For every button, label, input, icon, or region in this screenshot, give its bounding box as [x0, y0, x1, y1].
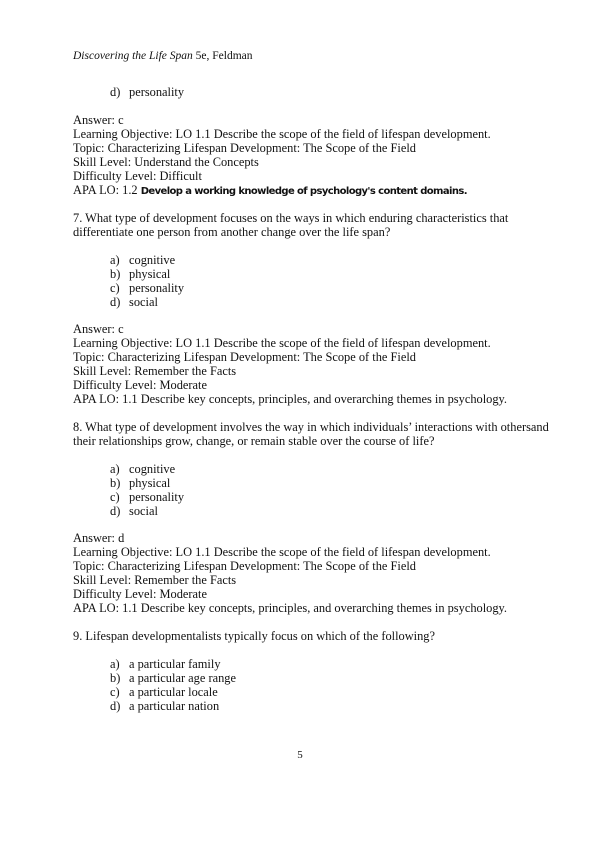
answer-line: Answer: d	[73, 531, 125, 545]
option-letter: c)	[110, 685, 120, 699]
option-item	[110, 490, 184, 504]
option-text: personality	[129, 281, 185, 295]
stem-line: 7. What type of development focuses on the ways in which enduring characteristics that	[73, 211, 509, 225]
q7-meta	[73, 322, 553, 406]
option-letter: c)	[110, 281, 120, 295]
option-text: a particular nation	[129, 699, 220, 713]
q6-options	[110, 85, 184, 99]
option-item	[110, 281, 184, 295]
option-text: personality	[129, 85, 185, 99]
running-header	[73, 49, 253, 63]
option-text: a particular family	[129, 657, 221, 671]
option-letter: b)	[110, 671, 121, 685]
option-letter: d)	[110, 699, 121, 713]
option-item	[110, 685, 236, 699]
q6-meta	[73, 113, 553, 197]
difficulty-line: Difficulty Level: Moderate	[73, 378, 207, 392]
topic-line: Topic: Characterizing Lifespan Development: The Scope of the Field	[73, 350, 416, 364]
option-item	[110, 85, 184, 99]
stem-line: their relationships grow, change, or remain stable over the course of life?	[73, 434, 435, 448]
option-text: physical	[129, 267, 171, 281]
page-number: 5	[297, 749, 303, 761]
option-item	[110, 295, 184, 309]
option-text: physical	[129, 476, 171, 490]
header-edition-author: 5e, Feldman	[192, 50, 253, 62]
option-item	[110, 671, 236, 685]
skill-line: Skill Level: Remember the Facts	[73, 364, 237, 378]
objective-line: Learning Objective: LO 1.1 Describe the scope of the field of lifespan development.	[73, 545, 491, 559]
option-letter: a)	[110, 462, 120, 476]
apa-line	[73, 183, 553, 197]
q9-stem	[73, 629, 553, 643]
answer-line: Answer: c	[73, 322, 124, 336]
option-letter: b)	[110, 267, 121, 281]
option-letter: b)	[110, 476, 121, 490]
stem-line: 9. Lifespan developmentalists typically focus on which of the following?	[73, 629, 435, 643]
q8-meta	[73, 531, 553, 615]
skill-line: Skill Level: Remember the Facts	[73, 573, 237, 587]
option-letter: d)	[110, 295, 121, 309]
option-text: personality	[129, 490, 185, 504]
option-text: a particular locale	[129, 685, 218, 699]
option-item	[110, 504, 184, 518]
skill-line: Skill Level: Understand the Concepts	[73, 155, 259, 169]
topic-line: Topic: Characterizing Lifespan Development: The Scope of the Field	[73, 559, 416, 573]
option-item	[110, 462, 184, 476]
option-text: cognitive	[129, 253, 176, 267]
q8-options	[110, 462, 184, 518]
topic-line: Topic: Characterizing Lifespan Development: The Scope of the Field	[73, 141, 416, 155]
apa-line: APA LO: 1.1 Describe key concepts, principles, and overarching themes in psychology.	[73, 392, 508, 406]
q9-options	[110, 657, 236, 713]
difficulty-line: Difficulty Level: Difficult	[73, 169, 202, 183]
option-letter: c)	[110, 490, 120, 504]
q7-stem	[73, 211, 553, 239]
option-letter: a)	[110, 253, 120, 267]
option-item	[110, 657, 236, 671]
q8-stem	[73, 420, 553, 448]
option-item	[110, 699, 236, 713]
header-book-title: Discovering the Life Span	[73, 50, 193, 62]
apa-bold-text: Develop a working knowledge of psychology's content domains.	[140, 186, 467, 197]
option-item	[110, 253, 184, 267]
option-letter: a)	[110, 657, 120, 671]
answer-line: Answer: c	[73, 113, 124, 127]
objective-line: Learning Objective: LO 1.1 Describe the scope of the field of lifespan development.	[73, 127, 491, 141]
apa-prefix: APA LO: 1.2	[73, 183, 141, 197]
option-text: social	[129, 295, 158, 309]
option-letter: d)	[110, 504, 121, 518]
stem-line: 8. What type of development involves the way in which individuals’ interactions with othersand	[73, 420, 549, 434]
apa-line: APA LO: 1.1 Describe key concepts, principles, and overarching themes in psychology.	[73, 601, 508, 615]
option-text: social	[129, 504, 158, 518]
option-letter: d)	[110, 85, 121, 99]
option-text: a particular age range	[129, 671, 236, 685]
stem-line: differentiate one person from another change over the life span?	[73, 225, 391, 239]
difficulty-line: Difficulty Level: Moderate	[73, 587, 207, 601]
q7-options	[110, 253, 184, 309]
objective-line: Learning Objective: LO 1.1 Describe the scope of the field of lifespan development.	[73, 336, 491, 350]
option-item	[110, 476, 184, 490]
option-text: cognitive	[129, 462, 176, 476]
option-item	[110, 267, 184, 281]
